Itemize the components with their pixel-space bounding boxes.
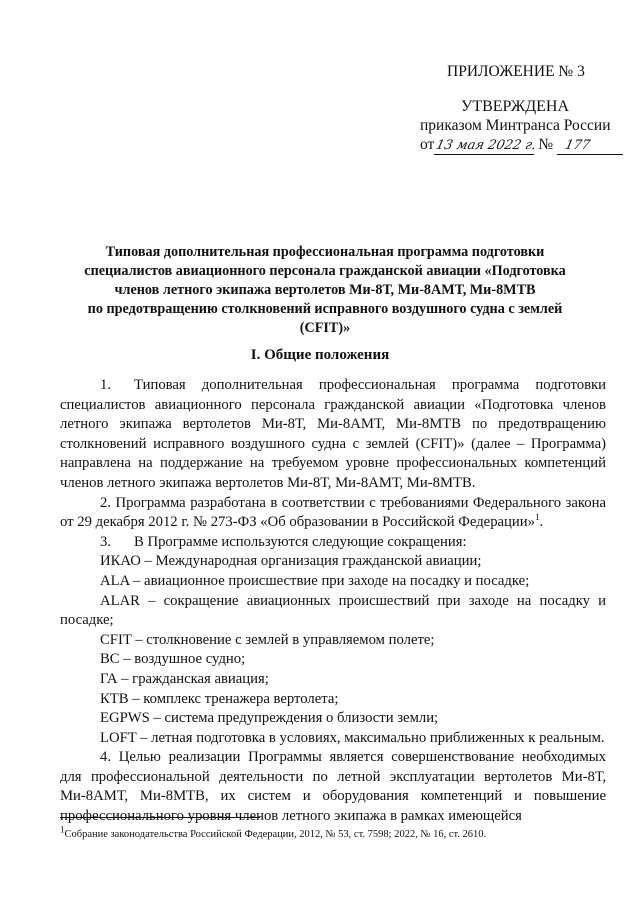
paragraph-3 [60, 533, 606, 553]
number-field [557, 137, 623, 155]
abbreviation-item: ГА – гражданская авиация; [100, 670, 269, 687]
paragraph-text: 2. Программа разработана в соответствии с требованиями Федерального закона от 29 декабря 2012 г. № 273-ФЗ «Об образовании в Российской Федерации» [60, 494, 606, 531]
abbreviation-item: КТВ – комплекс тренажера вертолета; [100, 690, 339, 707]
abbreviation-item: LOFT – летная подготовка в условиях, максимально приближенных к реальным. [100, 729, 605, 746]
abbreviation-item: ИКАО – Международная организация гражданской авиации; [100, 553, 482, 570]
handwritten-date: 13 мая 2022 г. [434, 138, 538, 153]
paragraph-number: 3. [100, 533, 112, 550]
footnote-separator [60, 817, 260, 818]
title-line: членов летного экипажа вертолетов Ми-8Т, Ми-8АМТ, Ми-8МТВ [114, 282, 536, 298]
number-prefix: № [538, 136, 554, 153]
paragraph-text: Типовая дополнительная профессиональная программа подготовки специалистов авиационного персонала гражданской авиации «Подготовка членов летного экипажа вертолетов Ми-8Т, Ми-8АМТ, Ми-8МТВ по предотвращению столкновений исправного воздушного судна с землей (CFIT)» (далее – Программа) направлена на поддержание на требуемом уровне профессиональных компетенций членов летного экипажа вертолетов Ми-8Т, Ми-8АМТ, Ми-8МТВ. [60, 377, 606, 491]
paragraph-4: 4. Целью реализации Программы является совершенствование необходимых для профессиональной деятельности по летной эксплуатации вертолетов Ми-8Т, Ми-8АМТ, Ми-8МТВ, их систем и оборудования компетенций и повышение профессионального уровня членов летного экипажа в рамках имеющейся [60, 749, 606, 825]
paragraph-1 [60, 376, 606, 494]
title-line: специалистов авиационного персонала гражданской авиации «Подготовка [84, 263, 566, 279]
date-field [434, 137, 538, 155]
title-line: по предотвращению столкновений исправного воздушного судна с землей [87, 301, 563, 317]
footnote-reference[interactable]: 1 [534, 512, 540, 523]
abbreviation-item: ALAR – сокращение авиационных происшествий при заходе на посадку и посадке; [60, 592, 606, 629]
footnote-mark: 1 [60, 824, 65, 835]
paragraph-text: В Программе используются следующие сокращения: [134, 533, 467, 550]
handwritten-number: 177 [563, 138, 592, 153]
paragraph-2 [60, 494, 606, 533]
order-date-line [420, 135, 623, 155]
footnote [60, 824, 487, 842]
paragraph-end: . [539, 514, 544, 531]
abbreviation-item: ALA – авиационное происшествие при заходе на посадку и посадке; [100, 572, 530, 589]
approved-label: УТВЕРЖДЕНА [461, 98, 570, 115]
section-heading: I. Общие положения [250, 347, 390, 363]
paragraph-number: 1. [100, 377, 112, 393]
document-title [70, 243, 580, 338]
abbreviation-item: CFIT – столкновение с землей в управляемом полете; [100, 631, 435, 648]
order-by-label: приказом Минтранса России [420, 117, 611, 134]
title-line: (CFIT)» [299, 320, 351, 336]
document-body [60, 376, 606, 827]
footnote-text: Собрание законодательства Российской Федерации, 2012, № 53, ст. 7598; 2022, № 16, ст. 2610. [64, 829, 487, 840]
title-line: Типовая дополнительная профессиональная программа подготовки [105, 244, 545, 260]
appendix-label: ПРИЛОЖЕНИЕ № 3 [447, 63, 585, 80]
abbreviation-item: ВС – воздушное судно; [100, 651, 246, 668]
date-prefix: от [420, 136, 435, 153]
abbreviation-item: EGPWS – система предупреждения о близости земли; [100, 710, 439, 727]
